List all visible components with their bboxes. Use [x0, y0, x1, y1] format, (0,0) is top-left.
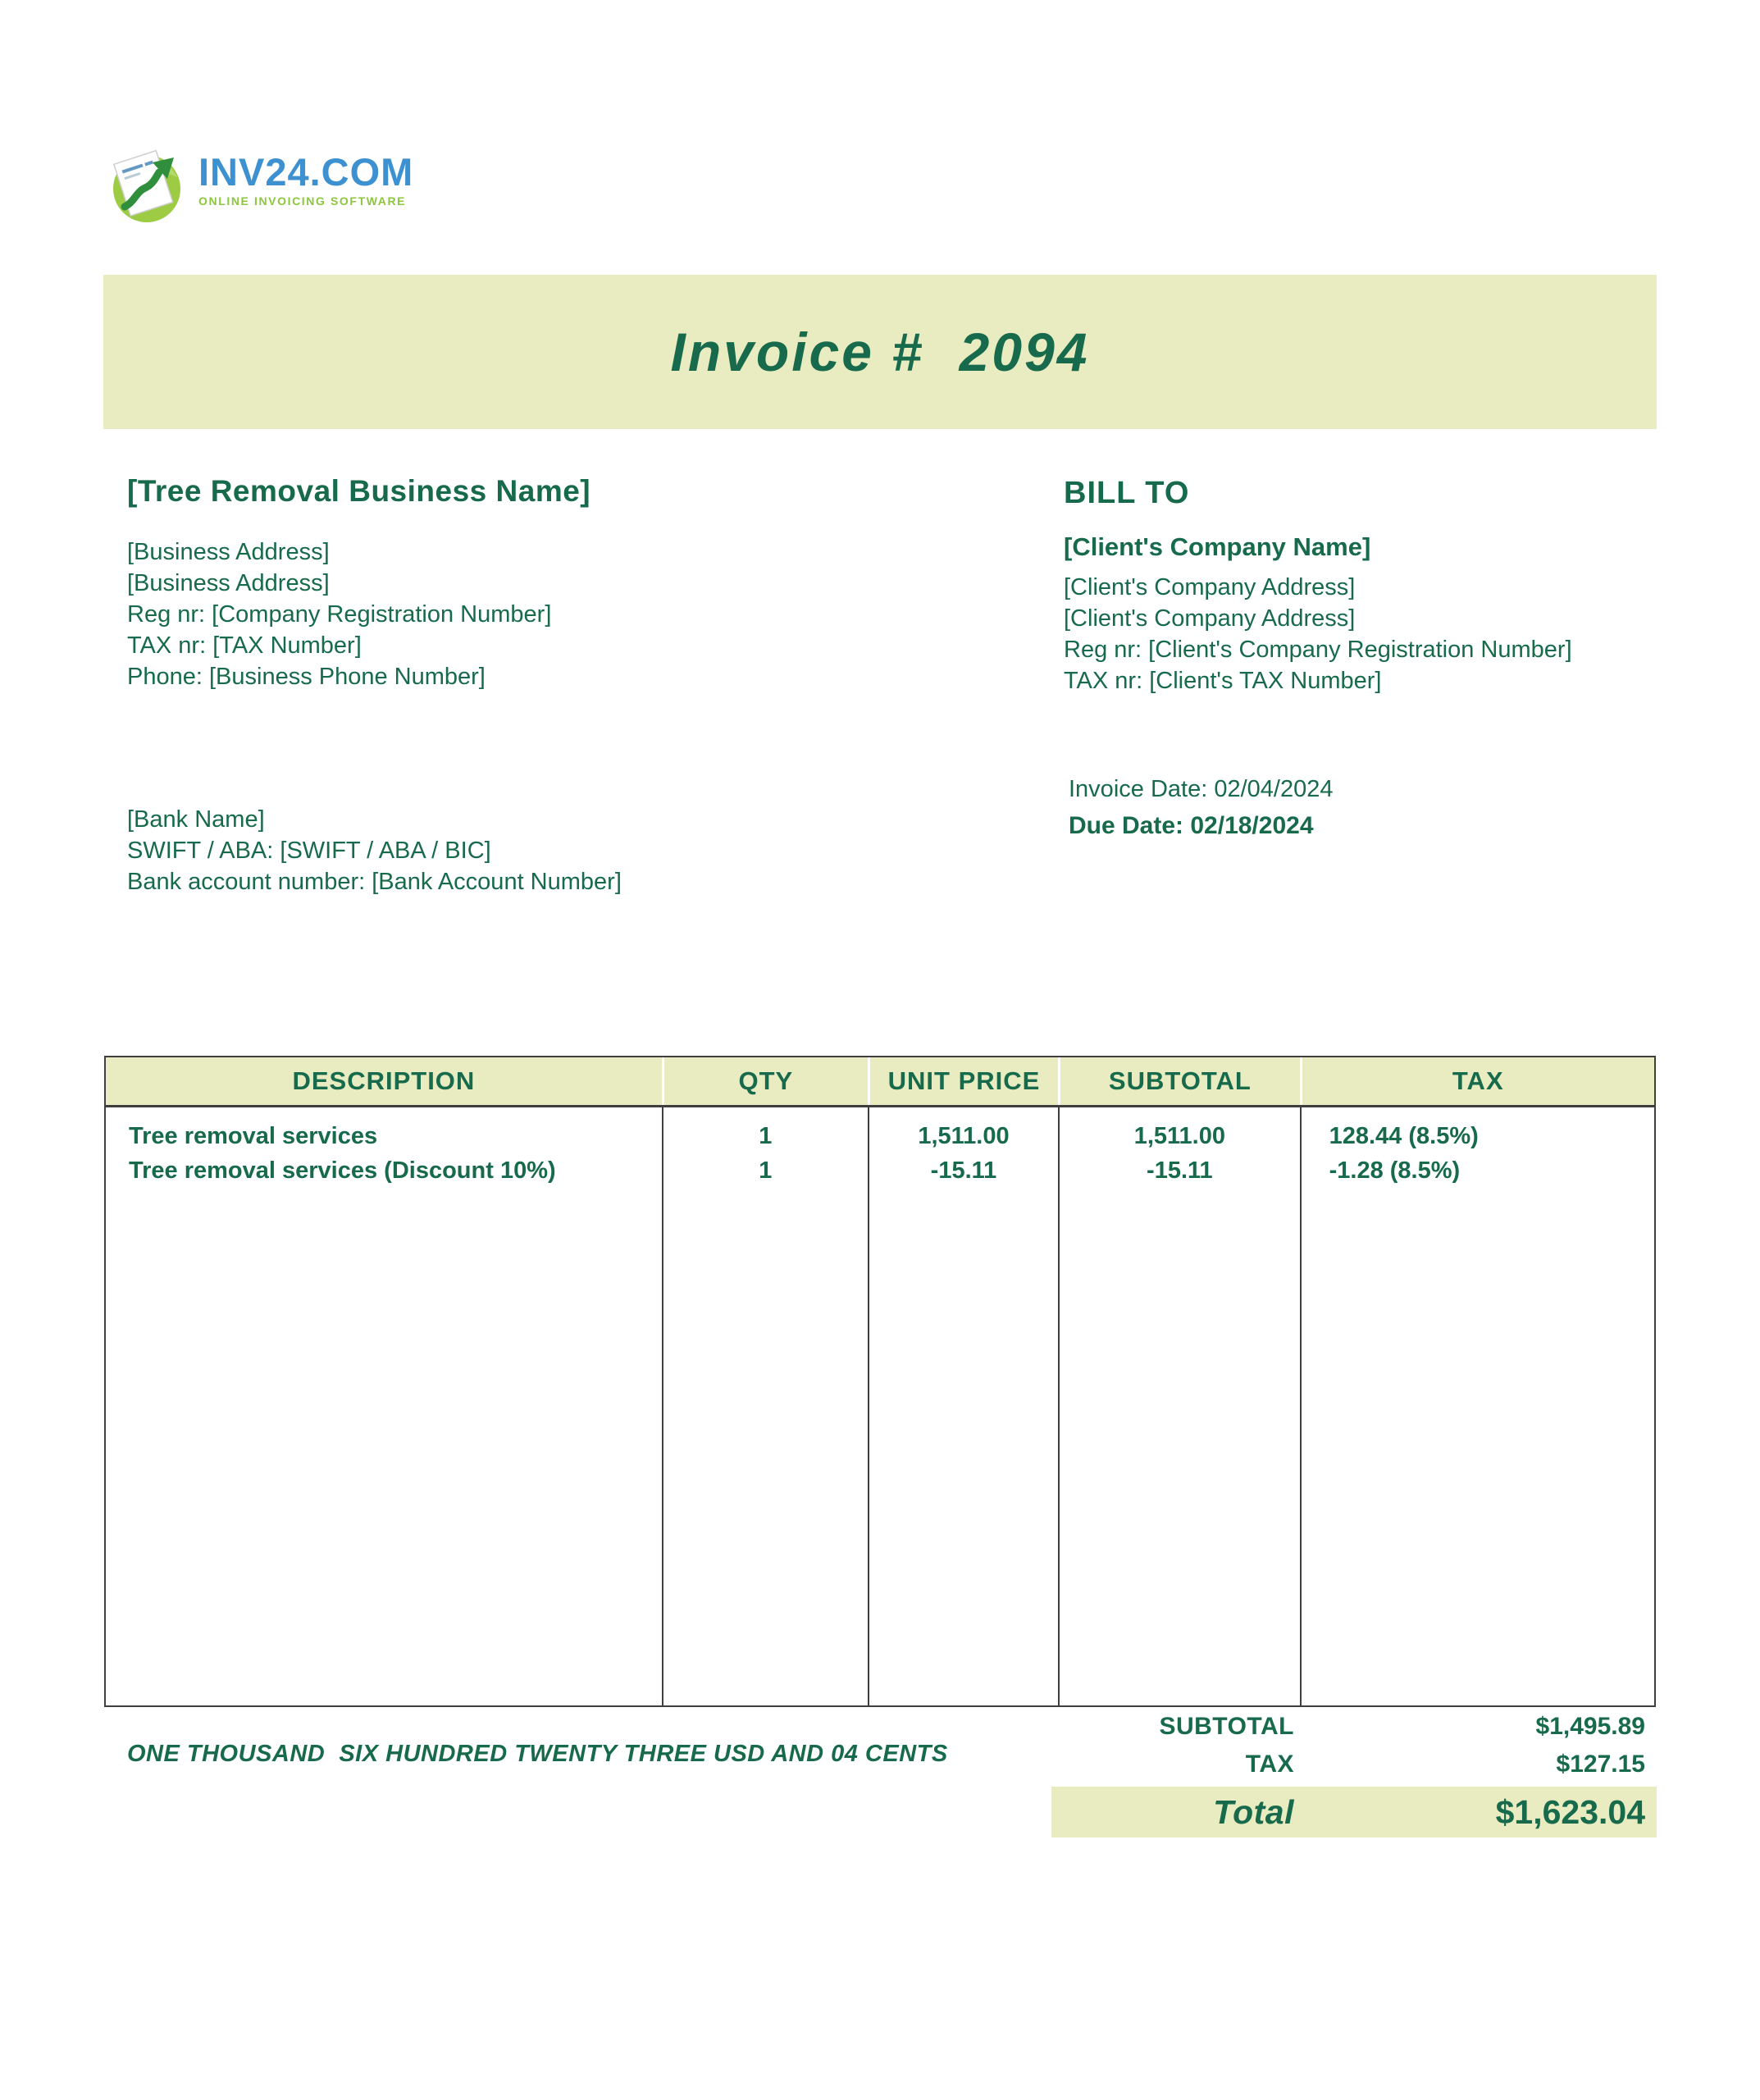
item-subtotal: 1,511.00	[1133, 1123, 1225, 1149]
amount-in-words: ONE THOUSAND SIX HUNDRED TWENTY THREE USD AND 04 CENTS	[127, 1741, 948, 1767]
subtotal-label: SUBTOTAL	[1159, 1713, 1294, 1740]
item-description: Tree removal services	[129, 1123, 378, 1149]
items-table	[104, 1056, 1656, 1707]
bank-swift: SWIFT / ABA: [SWIFT / ABA / BIC]	[127, 838, 491, 864]
item-qty: 1	[759, 1157, 773, 1184]
subtotal-row	[1051, 1708, 1657, 1746]
seller-block	[127, 474, 718, 692]
total-row	[1051, 1787, 1657, 1838]
seller-name: [Tree Removal Business Name]	[127, 474, 591, 508]
unit-price-column	[868, 1107, 1058, 1705]
description-column	[106, 1107, 662, 1705]
column-header-unit-price: UNIT PRICE	[868, 1057, 1058, 1105]
total-value: $1,623.04	[1495, 1792, 1645, 1831]
column-header-qty: QTY	[662, 1057, 868, 1105]
item-tax: 128.44 (8.5%)	[1329, 1123, 1479, 1149]
seller-address-line: [Business Address]	[127, 539, 330, 565]
dates-block	[1069, 776, 1333, 840]
items-table-header	[106, 1057, 1654, 1107]
seller-tax-number: TAX nr: [TAX Number]	[127, 632, 362, 659]
column-header-tax: TAX	[1300, 1057, 1654, 1105]
invoice-title: Invoice # 2094	[670, 322, 1090, 382]
invoice-date: Invoice Date: 02/04/2024	[1069, 776, 1334, 802]
logo	[108, 144, 413, 225]
seller-address-line: [Business Address]	[127, 570, 330, 596]
client-address-line: [Client's Company Address]	[1064, 574, 1356, 600]
item-unit-price: 1,511.00	[918, 1123, 1010, 1149]
client-reg-number: Reg nr: [Client's Company Registration Number]	[1064, 637, 1572, 663]
client-address-line: [Client's Company Address]	[1064, 605, 1356, 632]
seller-phone: Phone: [Business Phone Number]	[127, 664, 486, 690]
tax-row	[1051, 1746, 1657, 1783]
logo-title: INV24.COM	[198, 150, 414, 194]
seller-reg-number: Reg nr: [Company Registration Number]	[127, 601, 552, 628]
item-tax: -1.28 (8.5%)	[1329, 1157, 1461, 1184]
items-table-body	[106, 1107, 1654, 1705]
item-qty: 1	[759, 1123, 773, 1149]
tax-column	[1300, 1107, 1654, 1705]
bill-to-heading: BILL TO	[1064, 476, 1190, 510]
item-description: Tree removal services (Discount 10%)	[129, 1157, 556, 1184]
bank-name: [Bank Name]	[127, 806, 265, 833]
item-unit-price: -15.11	[930, 1157, 997, 1184]
item-subtotal: -15.11	[1147, 1157, 1213, 1184]
tax-value: $127.15	[1556, 1751, 1645, 1778]
bill-to-block	[1064, 476, 1703, 696]
column-header-description: DESCRIPTION	[292, 1066, 476, 1095]
tax-label: TAX	[1245, 1751, 1294, 1778]
logo-subtitle: ONLINE INVOICING SOFTWARE	[198, 194, 407, 208]
invoice-paper-growth-arrow-icon	[108, 144, 189, 225]
totals-block	[1051, 1708, 1657, 1838]
subtotal-column	[1058, 1107, 1300, 1705]
title-band	[103, 275, 1657, 429]
logo-text	[198, 144, 413, 208]
due-date: Due Date: 02/18/2024	[1069, 812, 1314, 839]
client-name: [Client's Company Name]	[1064, 532, 1371, 561]
qty-column	[662, 1107, 868, 1705]
bank-account-number: Bank account number: [Bank Account Number]	[127, 869, 622, 895]
client-tax-number: TAX nr: [Client's TAX Number]	[1064, 668, 1382, 694]
total-label: Total	[1213, 1792, 1294, 1831]
subtotal-value: $1,495.89	[1535, 1713, 1645, 1740]
bank-block	[127, 804, 622, 897]
column-header-subtotal: SUBTOTAL	[1058, 1057, 1300, 1105]
